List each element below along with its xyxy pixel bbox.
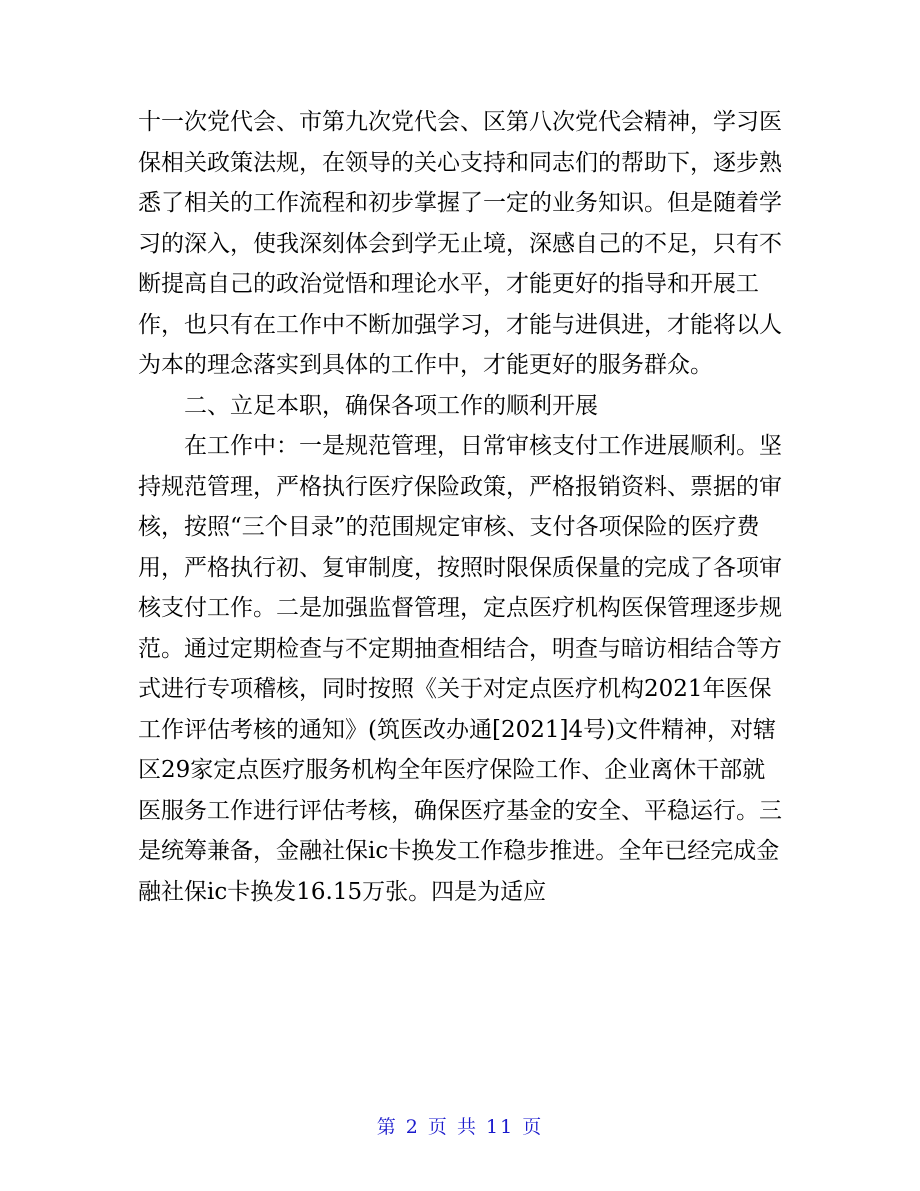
section-heading: 二、立足本职，确保各项工作的顺利开展 <box>184 392 598 419</box>
document-body <box>138 102 788 912</box>
paragraph-work: 在工作中：一是规范管理，日常审核支付工作进展顺利。坚持规范管理，严格执行医疗保险政策，严格报销资料、票据的审核，按照“三个目录”的范围规定审核、支付各项保险的医疗费用，严格执行初、复审制度，按照时限保质保量的完成了各项审核支付工作。二是加强监督管理，定点医疗机构医保管理逐步规范。通过定期检查与不定期抽查相结合，明查与暗访相结合等方式进行专项稽核，同时按照《关于对定点医疗机构2021年医保工作评估考核的通知》(筑医改办通[2021]4号)文件精神，对辖区29家定点医疗服务机构全年医疗保险工作、企业离休干部就医服务工作进行评估考核，确保医疗基金的安全、平稳运行。三是统筹兼备，金融社保ic卡换发工作稳步推进。全年已经完成金融社保ic卡换发16.15万张。四是为适应 <box>138 433 782 905</box>
page-number-footer: 第 2 页 共 11 页 <box>376 1116 544 1138</box>
paragraph-continuation: 十一次党代会、市第九次党代会、区第八次党代会精神，学习医保相关政策法规，在领导的关心支持和同志们的帮助下，逐步熟悉了相关的工作流程和初步掌握了一定的业务知识。但是随着学习的深入，使我深刻体会到学无止境，深感自己的不足，只有不断提高自己的政治觉悟和理论水平，才能更好的指导和开展工作，也只有在工作中不断加强学习，才能与进俱进，才能将以人为本的理念落实到具体的工作中，才能更好的服务群众。 <box>138 109 782 378</box>
